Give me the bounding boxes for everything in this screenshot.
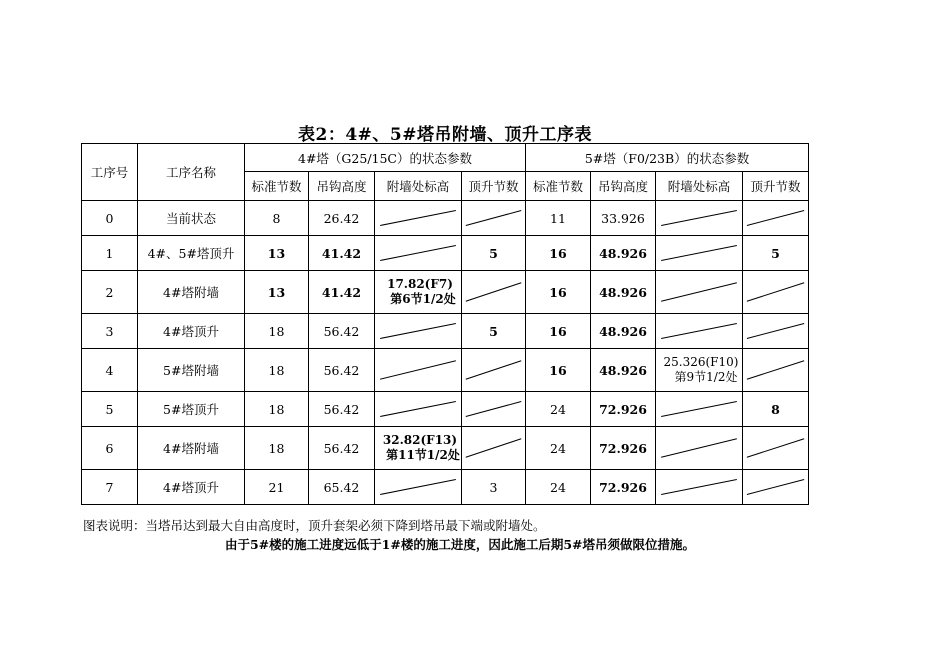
- cell-name: 5#塔附墙: [138, 349, 245, 392]
- table-row: [82, 392, 809, 427]
- empty-slash-mark: [656, 236, 742, 270]
- cell-t5-sections: 16: [526, 271, 591, 314]
- cell-t4-hook: 56.42: [309, 392, 375, 427]
- wall-section-position: 第9节1/2处: [674, 370, 738, 384]
- empty-slash-mark: [462, 271, 525, 313]
- table-row: [82, 271, 809, 314]
- cell-t5-sections: 11: [526, 201, 591, 236]
- cell-t5-lift: [743, 427, 809, 470]
- cell-t4-hook: 41.42: [309, 271, 375, 314]
- cell-t5-wall: [656, 392, 743, 427]
- table-row: [82, 349, 809, 392]
- header-t4-lift: 顶升节数: [462, 172, 526, 201]
- empty-slash-mark: [743, 349, 808, 391]
- empty-slash-mark: [743, 201, 808, 235]
- table-row: [82, 470, 809, 505]
- cell-t5-wall: [656, 470, 743, 505]
- empty-slash-mark: [743, 271, 808, 313]
- cell-no: 3: [82, 314, 138, 349]
- cell-t4-hook: 56.42: [309, 314, 375, 349]
- cell-t5-sections: 16: [526, 314, 591, 349]
- cell-t4-wall: [375, 271, 462, 314]
- empty-slash-mark: [375, 470, 461, 504]
- cell-no: 4: [82, 349, 138, 392]
- cell-t4-sections: 13: [245, 271, 309, 314]
- cell-t5-wall: [656, 314, 743, 349]
- header-t5-wall: 附墙处标高: [656, 172, 743, 201]
- cell-t4-sections: 18: [245, 314, 309, 349]
- cell-name: 4#、5#塔顶升: [138, 236, 245, 271]
- empty-slash-mark: [375, 314, 461, 348]
- cell-t4-lift: [462, 201, 526, 236]
- process-table: [81, 143, 809, 505]
- cell-t5-hook: 48.926: [591, 349, 656, 392]
- header-t4-sections: 标准节数: [245, 172, 309, 201]
- cell-t4-sections: 8: [245, 201, 309, 236]
- cell-t5-hook: 33.926: [591, 201, 656, 236]
- header-t4-wall: 附墙处标高: [375, 172, 462, 201]
- empty-slash-mark: [375, 392, 461, 426]
- empty-slash-mark: [375, 236, 461, 270]
- cell-t5-lift: [743, 470, 809, 505]
- wall-elevation: 17.82(F7): [387, 277, 453, 291]
- caption-note-bold: 由于5#楼的施工进度远低于1#楼的施工进度，因此施工后期5#塔吊须做限位措施。: [224, 537, 695, 552]
- empty-slash-mark: [462, 201, 525, 235]
- header-step-name: 工序名称: [138, 144, 245, 201]
- cell-t4-sections: 13: [245, 236, 309, 271]
- cell-t4-wall: [375, 470, 462, 505]
- cell-t5-sections: 24: [526, 470, 591, 505]
- header-step-no: 工序号: [82, 144, 138, 201]
- cell-no: 7: [82, 470, 138, 505]
- empty-slash-mark: [743, 470, 808, 504]
- cell-t4-hook: 56.42: [309, 427, 375, 470]
- wall-section-position: 第6节1/2处: [390, 292, 456, 306]
- cell-t4-lift: 3: [462, 470, 526, 505]
- empty-slash-mark: [743, 314, 808, 348]
- header-tower5-group: 5#塔（F0/23B）的状态参数: [526, 144, 809, 172]
- header-t5-lift: 顶升节数: [743, 172, 809, 201]
- table-row: [82, 201, 809, 236]
- cell-t4-hook: 26.42: [309, 201, 375, 236]
- table-row: [82, 427, 809, 470]
- wall-section-position: 第11节1/2处: [386, 448, 460, 462]
- cell-t4-lift: [462, 349, 526, 392]
- cell-no: 1: [82, 236, 138, 271]
- empty-slash-mark: [656, 201, 742, 235]
- cell-t4-lift: [462, 392, 526, 427]
- page-title: 表2：4#、5#塔吊附墙、顶升工序表: [298, 125, 592, 145]
- cell-t4-lift: [462, 271, 526, 314]
- cell-t4-wall: [375, 427, 462, 470]
- cell-t5-lift: [743, 349, 809, 392]
- cell-t5-wall: [656, 236, 743, 271]
- empty-slash-mark: [656, 392, 742, 426]
- cell-no: 0: [82, 201, 138, 236]
- cell-t5-hook: 48.926: [591, 314, 656, 349]
- wall-elevation: 32.82(F13): [382, 433, 458, 447]
- cell-t4-lift: [462, 427, 526, 470]
- cell-name: 4#塔附墙: [138, 427, 245, 470]
- cell-t5-sections: 16: [526, 236, 591, 271]
- cell-t5-wall: [656, 201, 743, 236]
- empty-slash-mark: [462, 392, 525, 426]
- cell-t5-lift: 5: [743, 236, 809, 271]
- cell-t4-sections: 18: [245, 349, 309, 392]
- cell-t5-wall: [656, 427, 743, 470]
- cell-t4-wall: [375, 314, 462, 349]
- cell-t4-lift: 5: [462, 236, 526, 271]
- wall-elevation: 25.326(F10): [663, 355, 739, 369]
- empty-slash-mark: [656, 470, 742, 504]
- cell-t4-sections: 18: [245, 427, 309, 470]
- header-tower4-group: 4#塔（G25/15C）的状态参数: [245, 144, 526, 172]
- cell-no: 5: [82, 392, 138, 427]
- cell-t4-wall: [375, 392, 462, 427]
- cell-name: 4#塔附墙: [138, 271, 245, 314]
- cell-t5-hook: 48.926: [591, 236, 656, 271]
- empty-slash-mark: [462, 427, 525, 469]
- cell-t5-sections: 16: [526, 349, 591, 392]
- cell-t4-hook: 65.42: [309, 470, 375, 505]
- cell-t5-lift: [743, 314, 809, 349]
- cell-t5-lift: [743, 271, 809, 314]
- cell-t4-wall: [375, 236, 462, 271]
- empty-slash-mark: [462, 349, 525, 391]
- cell-t5-lift: [743, 201, 809, 236]
- cell-name: 4#塔顶升: [138, 470, 245, 505]
- cell-name: 当前状态: [138, 201, 245, 236]
- header-t5-sections: 标准节数: [526, 172, 591, 201]
- cell-t4-sections: 21: [245, 470, 309, 505]
- cell-t4-sections: 18: [245, 392, 309, 427]
- empty-slash-mark: [656, 427, 742, 469]
- empty-slash-mark: [743, 427, 808, 469]
- empty-slash-mark: [375, 349, 461, 391]
- cell-t5-wall: [656, 349, 743, 392]
- cell-t5-sections: 24: [526, 427, 591, 470]
- empty-slash-mark: [656, 314, 742, 348]
- table-row: [82, 236, 809, 271]
- cell-t5-lift: 8: [743, 392, 809, 427]
- cell-no: 2: [82, 271, 138, 314]
- cell-t4-hook: 56.42: [309, 349, 375, 392]
- caption-note: 图表说明：当塔吊达到最大自由高度时，顶升套架必须下降到塔吊最下端或附墙处。: [83, 518, 546, 533]
- cell-no: 6: [82, 427, 138, 470]
- cell-t5-hook: 48.926: [591, 271, 656, 314]
- empty-slash-mark: [375, 201, 461, 235]
- cell-name: 4#塔顶升: [138, 314, 245, 349]
- cell-t5-wall: [656, 271, 743, 314]
- cell-name: 5#塔顶升: [138, 392, 245, 427]
- header-t4-hook: 吊钩高度: [309, 172, 375, 201]
- header-t5-hook: 吊钩高度: [591, 172, 656, 201]
- cell-t5-sections: 24: [526, 392, 591, 427]
- table-row: [82, 314, 809, 349]
- cell-t4-wall: [375, 201, 462, 236]
- cell-t5-hook: 72.926: [591, 392, 656, 427]
- cell-t4-lift: 5: [462, 314, 526, 349]
- empty-slash-mark: [656, 271, 742, 313]
- cell-t4-wall: [375, 349, 462, 392]
- cell-t5-hook: 72.926: [591, 427, 656, 470]
- cell-t5-hook: 72.926: [591, 470, 656, 505]
- cell-t4-hook: 41.42: [309, 236, 375, 271]
